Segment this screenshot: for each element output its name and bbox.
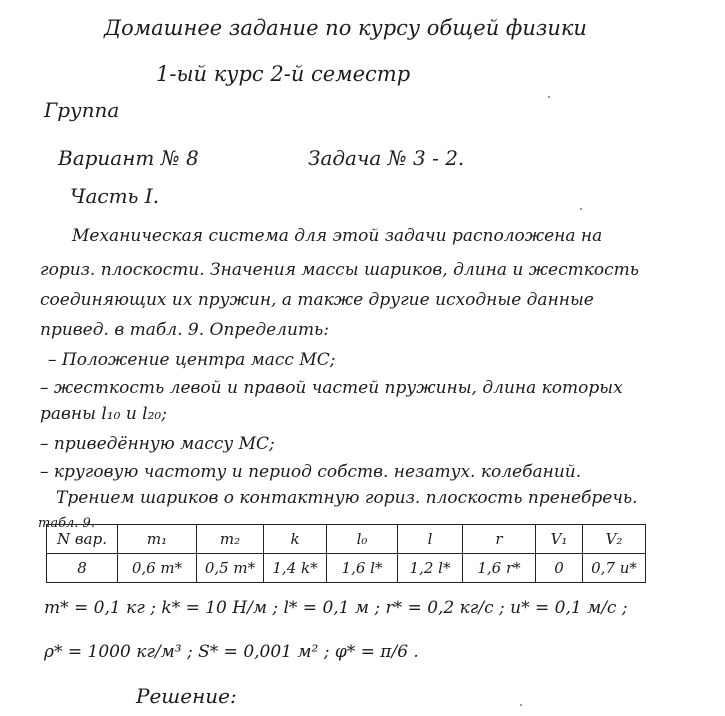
document-subtitle: 1-ый курс 2-й семестр: [156, 62, 411, 86]
ink-dot: [548, 96, 550, 98]
table-cell: 0: [536, 554, 583, 583]
table-cell: 1,2 l*: [398, 554, 463, 583]
table-header-cell: V₁: [536, 525, 583, 554]
problem-item: – круговую частоту и период собств. незатух. колебаний.: [40, 462, 582, 482]
task-label: Задача № 3 - 2.: [308, 146, 465, 170]
problem-line: Трением шариков о контактную гориз. плоскость пренебречь.: [56, 488, 638, 508]
problem-line: равны l₁₀ и l₂₀;: [40, 404, 167, 424]
ink-dot: [580, 208, 582, 210]
table-cell: 1,6 r*: [463, 554, 536, 583]
table-cell: 8: [47, 554, 118, 583]
group-label: Группа: [44, 98, 120, 122]
part-label: Часть I.: [70, 184, 160, 208]
document-title: Домашнее задание по курсу общей физики: [104, 16, 587, 40]
table-header-cell: N вар.: [47, 525, 118, 554]
table-cell: 0,5 m*: [197, 554, 264, 583]
table-header-row: [47, 525, 646, 554]
data-table: [46, 524, 646, 583]
table-row: [47, 554, 646, 583]
variant-label: Вариант № 8: [58, 146, 199, 170]
constants-line: m* = 0,1 кг ; k* = 10 Н/м ; l* = 0,1 м ; r* = 0,2 кг/с ; u* = 0,1 м/с ;: [44, 598, 628, 618]
problem-item: – жесткость левой и правой частей пружины, длина которых: [40, 378, 623, 398]
table-header-cell: V₂: [583, 525, 646, 554]
table-cell: 0,7 u*: [583, 554, 646, 583]
table-cell: 1,4 k*: [264, 554, 327, 583]
problem-line: Механическая система для этой задачи расположена на: [72, 226, 603, 246]
table-header-cell: r: [463, 525, 536, 554]
constants-line: ρ* = 1000 кг/м³ ; S* = 0,001 м² ; φ* = π/6 .: [44, 642, 419, 662]
problem-line: гориз. плоскости. Значения массы шариков, длина и жесткость: [40, 260, 640, 280]
table-header-cell: k: [264, 525, 327, 554]
solution-label: Решение:: [136, 684, 237, 708]
table-header-cell: l₀: [327, 525, 398, 554]
table-cell: 0,6 m*: [118, 554, 197, 583]
table-cell: 1,6 l*: [327, 554, 398, 583]
table-caption: табл. 9.: [38, 516, 95, 531]
problem-item: – приведённую массу МС;: [40, 434, 275, 454]
table-header-cell: m₂: [197, 525, 264, 554]
ink-dot: [520, 704, 522, 706]
problem-item: – Положение центра масс МС;: [48, 350, 336, 370]
table-header-cell: l: [398, 525, 463, 554]
table-header-cell: m₁: [118, 525, 197, 554]
problem-line: соединяющих их пружин, а также другие исходные данные: [40, 290, 594, 310]
problem-line: привед. в табл. 9. Определить:: [40, 320, 330, 340]
